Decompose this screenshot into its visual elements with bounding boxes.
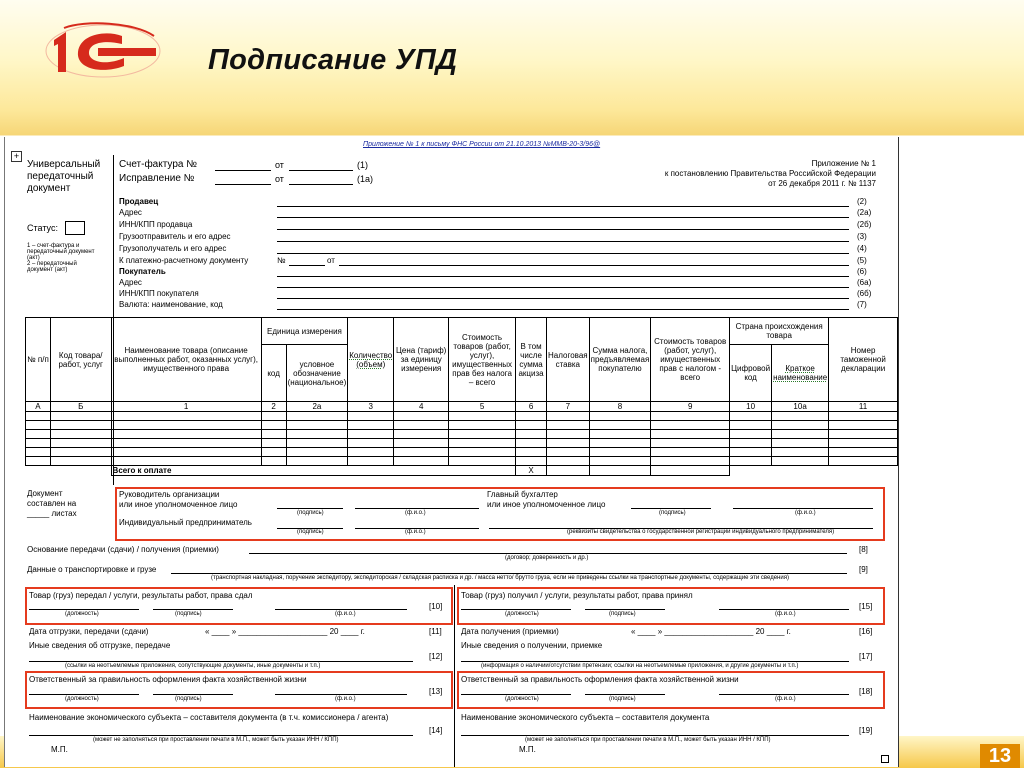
status-label: Статус: — [27, 223, 58, 233]
sheets-label: Документ составлен на _____ листах — [27, 489, 77, 518]
1c-logo-icon — [44, 22, 162, 80]
doc-type-label: Универсальный передаточный документ — [27, 159, 101, 194]
corner-square-icon — [881, 755, 889, 763]
correction-label: Исправление № — [119, 173, 195, 184]
expand-icon[interactable]: + — [11, 151, 22, 162]
status-field[interactable] — [65, 221, 85, 235]
appendix-block: Приложение № 1 к постановлению Правительства Российской Федерации от 26 декабря 2011 г. № 1137 — [664, 159, 876, 188]
slide-title: Подписание УПД — [208, 44, 458, 76]
page-number: 13 — [980, 744, 1020, 768]
goods-table: № п/п Код товара/ работ, услуг Наименование товара (описание выполненных работ, оказанных услуг), имущественного права Единица измерения Количество (объем) Цена (тариф) за единицу измерения Стоимость товаров (работ, услуг), имущественных прав без налога – всего В том числе сумма акциза Налоговая ставка Сумма налога, предъявляемая покупателю Стоимость товаров (работ, услуг), имущественных прав с налогом - всего Страна происхождения товара Номер таможенной декларации код условное обозначение (национальное) Цифровой код Краткое наименование А Б 1 2 2а 3 4 5 6 7 8 9 10 10а 11 Всего к оплате X — [25, 317, 898, 476]
document-note: Приложение № 1 к письму ФНС России от 21.10.2013 №ММВ-20-3/96@ — [363, 141, 601, 148]
upd-document: + Приложение № 1 к письму ФНС России от 21.10.2013 №ММВ-20-3/96@ Универсальный передаточный документ Счет-фактура № от (1) Исправление № от (1а) Приложение № 1 к постановлению Правительства Российской Федерации от 26 декабря 2011 г. № 1137 Статус: 1 – счет-фактура и передаточный документ (акт) 2 – передаточный документ (акт) Продавец Адрес ИНН/КПП продавца Грузоотправитель и его адрес Грузополучатель и его адрес К платежно-расчетному документу Покупатель Адрес ИНН/КПП покупателя Валюта: наименование, код (2) (2а) (2б) (3) (4) (5) (6) (6а) (6б) (7) № от № п/п Код товара/ работ, услуг Наименование товара (описание выполненных работ, оказанных услуг), имущественного права Единица измерения Количество (объем) Цена (тариф) за единицу измерения Стоимость товаров (работ, услуг), имущественных прав без налога – всего В том числе сумма акциза Налоговая ставка Сумма налога, предъявляемая покупателю Стоимость товаров (работ, услуг), имущественных прав с налогом - всего Страна происхождения товара Номер таможенной декларации код условное обозначение (национальное) Цифровой код Краткое наименование А Б 1 2 2а 3 4 5 6 7 8 9 10 10а 11 Всего к оплате X Документ составлен на _____ листах Руководитель организации или иное уполномоченное лицо (подпись) (ф.и.о.) Главный бухгалтер или иное уполномоченное лицо (подпись) (ф.и.о.) Индивидуальный предприниматель (подпись) (ф.и.о.) (реквизиты свидетельства о государственной регистрации индивидуального предпринимателя) Основание передачи (сдачи) / получения (приемки) [8] (договор; доверенность и др.) Данные о транспортировке и грузе [9] (транспортная накладная, поручение экспедитору, экспедиторская / складская расписка и др. / масса нетто/ брутто груза, если не приведены ссылки на транспортные документы, содержащие эти сведения) Товар (груз) передал / услуги, результаты работ, права сдал [10] (должность) (подпись) (ф.и.о.) Товар (груз) получил / услуги, результаты работ, права принял [15] (должность) (подпись) (ф.и.о.) Дата отгрузки, передачи (сдачи) « ____ » ____________________ 20 ____ г. [11] Дата получения (приемки) « ____ » ____________________ 20 ____ г. [16] Иные сведения об отгрузке, передаче [12] (ссылки на неотъемлемые приложения, сопутствующие документы, иные документы и т.п.) Иные сведения о получении, приемке [17] (информация о наличии/отсутствии претензии; ссылки на неотъемлемые приложения, и другие документы и т.п.) Ответственный за правильность оформления факта хозяйственной жизни [13] (должность) (подпись) (ф.и.о.) Ответственный за правильность оформления факта хозяйственной жизни [18] (должность) (подпись) (ф.и.о.) Наименование экономического субъекта – составителя документа (в т.ч. комиссионера / агента) [14] (может не заполняться при проставлении печати в М.П., может быть указан ИНН / КПП) М.П. Наименование экономического субъекта – составителя документа [19] (может не заполняться при проставлении печати в М.П., может быть указан ИНН / КПП) М.П. — [4, 137, 899, 767]
status-note: 1 – счет-фактура и передаточный документ (акт) 2 – передаточный документ (акт) — [27, 243, 95, 273]
invoice-label: Счет-фактура № — [119, 159, 197, 170]
